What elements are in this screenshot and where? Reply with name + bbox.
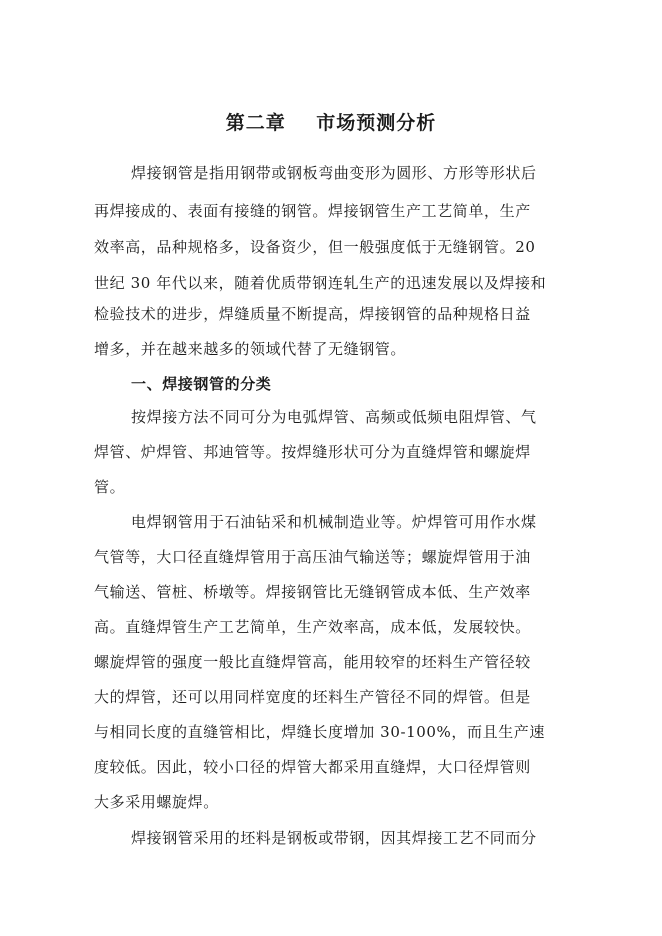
paragraph-2-line-3: 管。 <box>94 478 126 496</box>
paragraph-3-line-3: 气输送、管桩、桥墩等。焊接钢管比无缝钢管成本低、生产效率 <box>94 583 531 601</box>
paragraph-3-line-5: 螺旋焊管的强度一般比直缝焊管高，能用较窄的坯料生产管径较 <box>94 653 531 671</box>
paragraph-1-line-4: 世纪 30 年代以来，随着优质带钢连轧生产的迅速发展以及焊接和 <box>94 274 547 292</box>
section-heading: 一、焊接钢管的分类 <box>131 375 272 393</box>
paragraph-3-line-9: 大多采用螺旋焊。 <box>94 793 219 811</box>
chapter-title: 第二章 市场预测分析 <box>225 112 437 134</box>
paragraph-1-line-6: 增多，并在越来越多的领域代替了无缝钢管。 <box>94 340 407 358</box>
paragraph-1-line-5: 检验技术的进步，焊缝质量不断提高，焊接钢管的品种规格日益 <box>94 305 531 323</box>
paragraph-1-line-2: 再焊接成的、表面有接缝的钢管。焊接钢管生产工艺简单，生产 <box>94 202 531 220</box>
paragraph-3-line-7: 与相同长度的直缝管相比，焊缝长度增加 30-100%，而且生产速 <box>94 723 546 741</box>
paragraph-1-line-1: 焊接钢管是指用钢带或钢板弯曲变形为圆形、方形等形状后 <box>131 164 537 182</box>
paragraph-1-line-3: 效率高，品种规格多，设备资少，但一般强度低于无缝钢管。20 <box>94 238 536 256</box>
paragraph-3-line-8: 度较低。因此，较小口径的焊管大都采用直缝焊，大口径焊管则 <box>94 758 531 776</box>
paragraph-2-line-2: 焊管、炉焊管、邦迪管等。按焊缝形状可分为直缝焊管和螺旋焊 <box>94 443 531 461</box>
paragraph-4-line-1: 焊接钢管采用的坯料是钢板或带钢，因其焊接工艺不同而分 <box>131 829 537 847</box>
paragraph-3-line-4: 高。直缝焊管生产工艺简单，生产效率高，成本低，发展较快。 <box>94 618 531 636</box>
paragraph-3-line-6: 大的焊管，还可以用同样宽度的坯料生产管径不同的焊管。但是 <box>94 688 531 706</box>
paragraph-3-line-2: 气管等，大口径直缝焊管用于高压油气输送等；螺旋焊管用于油 <box>94 548 531 566</box>
paragraph-2-line-1: 按焊接方法不同可分为电弧焊管、高频或低频电阻焊管、气 <box>131 408 537 426</box>
paragraph-3-line-1: 电焊钢管用于石油钻采和机械制造业等。炉焊管可用作水煤 <box>131 513 537 531</box>
